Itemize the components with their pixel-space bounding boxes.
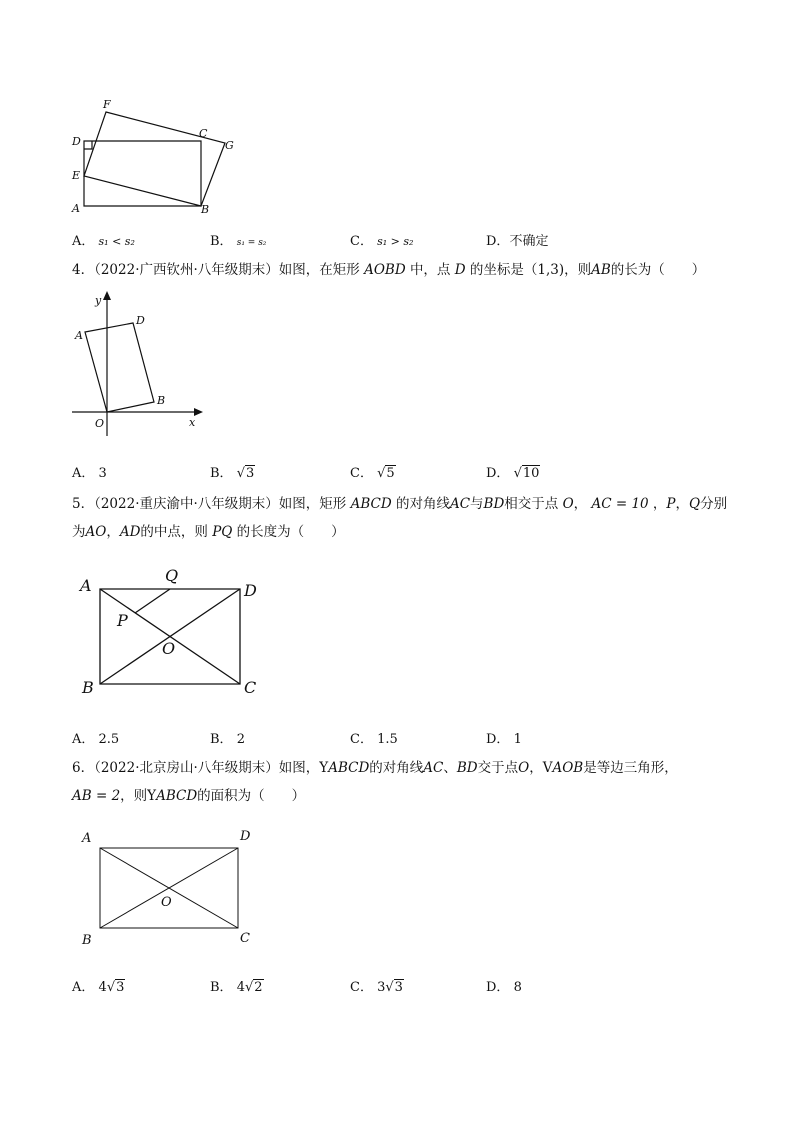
q3-options [72,230,732,248]
label-C: C [244,678,257,697]
rectangle-figure-q5 [70,560,270,700]
option-a[interactable]: A． 4√3 [72,980,125,995]
right-angle-mark [84,141,92,149]
option-c[interactable]: C． 1.5 [350,732,398,747]
option-a[interactable]: A． s₁ < s₂ [72,234,135,249]
rectangle-figure-q6 [72,822,272,952]
rectangle-abcd [84,141,201,206]
label-P: P [117,611,128,630]
option-c[interactable]: C． 3√3 [350,980,403,995]
label-O: O [161,895,172,910]
segment-pq [135,589,170,613]
label-O: O [162,639,176,658]
label-B: B [157,394,166,407]
option-c[interactable]: C． s₁ > s₂ [350,234,414,249]
label-O: O [95,417,105,430]
coordinate-figure-q4 [60,288,220,438]
option-c[interactable]: C． √5 [350,466,395,481]
label-A: A [75,329,83,342]
rectangle-figure-q3 [60,90,250,220]
q4-stem: 4．（2022·广西钦州·八年级期末）如图，在矩形 AOBD 中，点 D 的坐标是（1,3)，则AB的长为（ ） [72,262,706,278]
q6-stem: 6．（2022·北京房山·八年级期末）如图，YABCD的对角线AC、BD交于点O，VAOB是等边三角形， AB = 2，则YABCD的面积为（ ） [72,760,678,804]
option-d[interactable]: D． √10 [486,466,540,481]
option-b[interactable]: B． 4√2 [210,980,263,995]
option-d[interactable]: D． 8 [486,980,522,995]
q5-stem: 5．（2022·重庆渝中·八年级期末）如图，矩形 ABCD 的对角线AC与BD相交于点 O， AC = 10 ，P，Q分别 为AO，AD的中点，则 PQ 的长度为（ ） [72,496,728,540]
q5-options [72,728,732,746]
y-axis-arrow [103,291,111,300]
q4-options [72,462,732,480]
option-d[interactable]: D． 1 [486,732,522,747]
label-C: C [240,931,250,946]
label-B: B [82,678,94,697]
label-A: A [72,202,80,215]
option-a[interactable]: A． 2.5 [72,732,120,747]
label-B: B [201,203,210,216]
label-D: D [244,581,257,600]
label-D: D [240,829,251,844]
label-E: E [72,169,81,182]
rectangle-aobd [85,323,154,412]
label-y: y [95,294,102,307]
x-axis-arrow [194,408,203,416]
option-b[interactable]: B． 2 [210,732,245,747]
q6-options [72,976,732,994]
label-A: A [80,576,92,595]
label-x: x [189,416,196,429]
label-D: D [136,314,145,327]
label-F: F [103,98,111,111]
option-b[interactable]: B． s₁ = s₂ [210,234,267,249]
option-d[interactable]: D．不确定 [486,234,549,249]
label-Q: Q [165,566,179,585]
label-B: B [82,933,92,948]
label-C: C [199,127,208,140]
option-b[interactable]: B． √3 [210,466,255,481]
option-a[interactable]: A． 3 [72,466,107,481]
label-G: G [225,139,234,152]
label-A: A [82,831,92,846]
label-D: D [72,135,81,148]
